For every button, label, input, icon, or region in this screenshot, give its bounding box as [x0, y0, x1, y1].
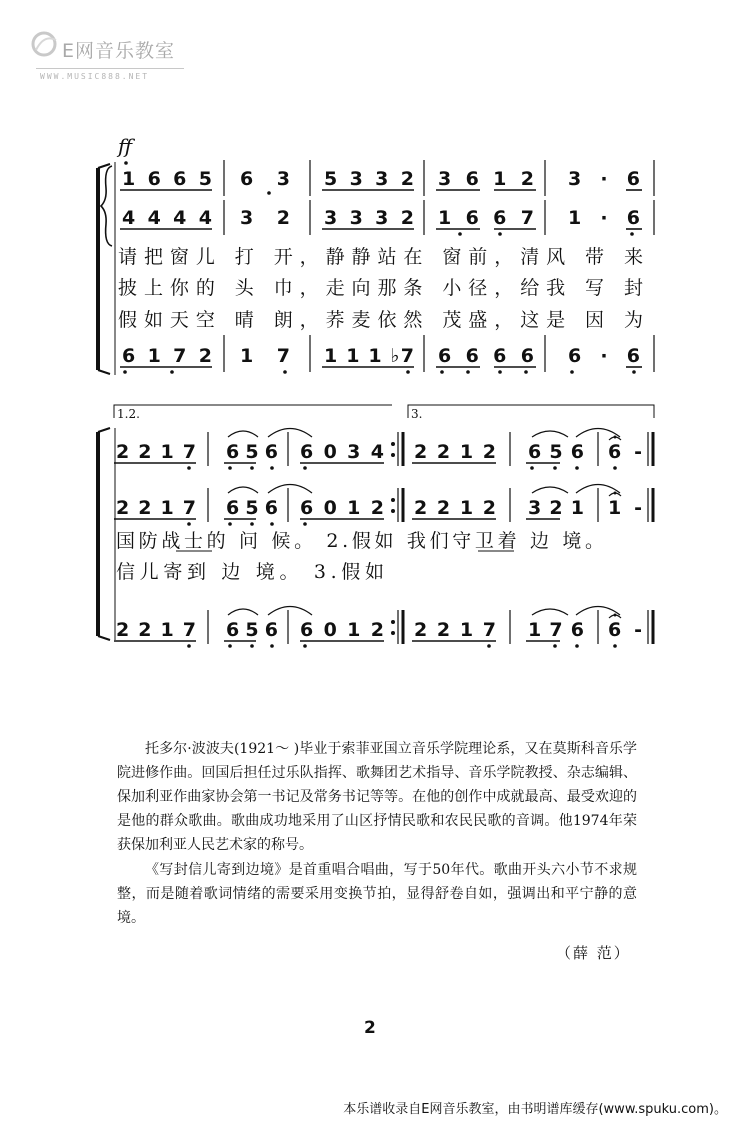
s2-lower-m4: 2 2 1 2 — [414, 497, 496, 519]
system-2 — [98, 405, 654, 648]
s1-lower-m2: 3 2 — [240, 207, 290, 229]
s2-lower-m5: 3 2 1 — [528, 497, 584, 519]
system-1 — [98, 160, 654, 375]
s2-upper-m1: 2 2 1 7 — [116, 441, 196, 463]
s2-lyric-1: 国防战士的 问 候。 2.假如 我们守卫着 边 境。 — [116, 530, 604, 552]
s2-lower-m6: 1 - — [608, 497, 642, 519]
logo-title: E网音乐教室 — [62, 40, 176, 62]
commentary-paragraph-2: 《写封信儿寄到边境》是首重唱合唱曲，写于50年代。歌曲开头六小节不求规整，而是随着歌词情绪的需要采用变换节拍，显得舒卷自如，强调出和平宁静的意境。 — [117, 862, 637, 926]
volta-1-2: 1.2. — [117, 407, 140, 421]
s1-upper-m2: 6 3 — [240, 168, 290, 190]
s1-bass-m2: 1 7 — [240, 345, 290, 367]
s1-lower-m5: 1 · 6 — [568, 207, 640, 229]
s2-bass-m3: 6 0 1 2 — [300, 619, 384, 641]
s1-lyric-1: 请把窗儿 打 开，静静站在 窗前，清风 带 来 — [118, 246, 643, 268]
s2-bass-m5: 1 7 6 — [528, 619, 584, 641]
page-number: 2 — [364, 1018, 376, 1038]
s1-bass-m1: 6 1 7 2 — [122, 345, 212, 367]
s2-upper-m6: 6 - — [608, 441, 642, 463]
s2-bass-m6: 6 - — [608, 619, 642, 641]
s1-upper-m4: 3 6 1 2 — [438, 168, 534, 190]
s2-lower-m1: 2 2 1 7 — [116, 497, 196, 519]
s2-bass-m1: 2 2 1 7 — [116, 619, 196, 641]
s2-bass-m4: 2 2 1 7 — [414, 619, 496, 641]
volta-3: 3. — [411, 407, 423, 421]
s1-upper-m3: 5 3 3 2 — [324, 168, 414, 190]
s2-lower-m2: 6 5 6 — [226, 497, 278, 519]
s1-lyric-2: 披上你的 头 巾，走向那条 小径，给我 写 封 — [118, 277, 643, 299]
s1-lyric-3: 假如天空 晴 朗，荞麦依然 茂盛，这是 因 为 — [118, 309, 643, 331]
s1-lower-m4: 1 6 6 7 — [438, 207, 534, 229]
s2-lyric-2: 信儿寄到 边 境。 3.假如 — [116, 561, 384, 583]
author-signature: （薛 范） — [556, 944, 631, 962]
dynamic-mark: ff — [118, 134, 133, 158]
footer-credit: 本乐谱收录自E网音乐教室，由书明谱库缓存(www.spuku.com)。 — [343, 1102, 727, 1117]
s2-upper-m3: 6 0 3 4 — [300, 441, 384, 463]
s2-upper-m4: 2 2 1 2 — [414, 441, 496, 463]
s1-bass-m5: 6 · 6 — [568, 345, 640, 367]
s1-lower-m3: 3 3 3 2 — [324, 207, 414, 229]
s1-upper-m1: 1 6 6 5 — [122, 168, 212, 190]
s2-upper-m5: 6 5 6 — [528, 441, 584, 463]
s2-bass-m2: 6 5 6 — [226, 619, 278, 641]
s2-lower-m3: 6 0 1 2 — [300, 497, 384, 519]
s2-upper-m2: 6 5 6 — [226, 441, 278, 463]
commentary-paragraph-1: 托多尔·波波夫(1921～ )毕业于索菲亚国立音乐学院理论系，又在莫斯科音乐学院进修作曲。回国后担任过乐队指挥、歌舞团艺术指导、音乐学院教授、杂志编辑、保加利亚作曲家协会第一书记及常务书记等等。在他的创作中成就最高、最受欢迎的是他的群众歌曲。歌曲成功地采用了山区抒情民歌和农民民歌的音调。他1974年荣获保加利亚人民艺术家的称号。 — [117, 741, 637, 853]
s1-bass-m4: 6 6 6 6 — [438, 345, 534, 367]
s1-lower-m1: 4 4 4 4 — [122, 207, 212, 229]
s1-upper-m5: 3 · 6 — [568, 168, 640, 190]
s1-bass-m3: 1 1 1 ♭7 — [324, 345, 414, 367]
logo-url: WWW.MUSIC888.NET — [40, 72, 150, 81]
